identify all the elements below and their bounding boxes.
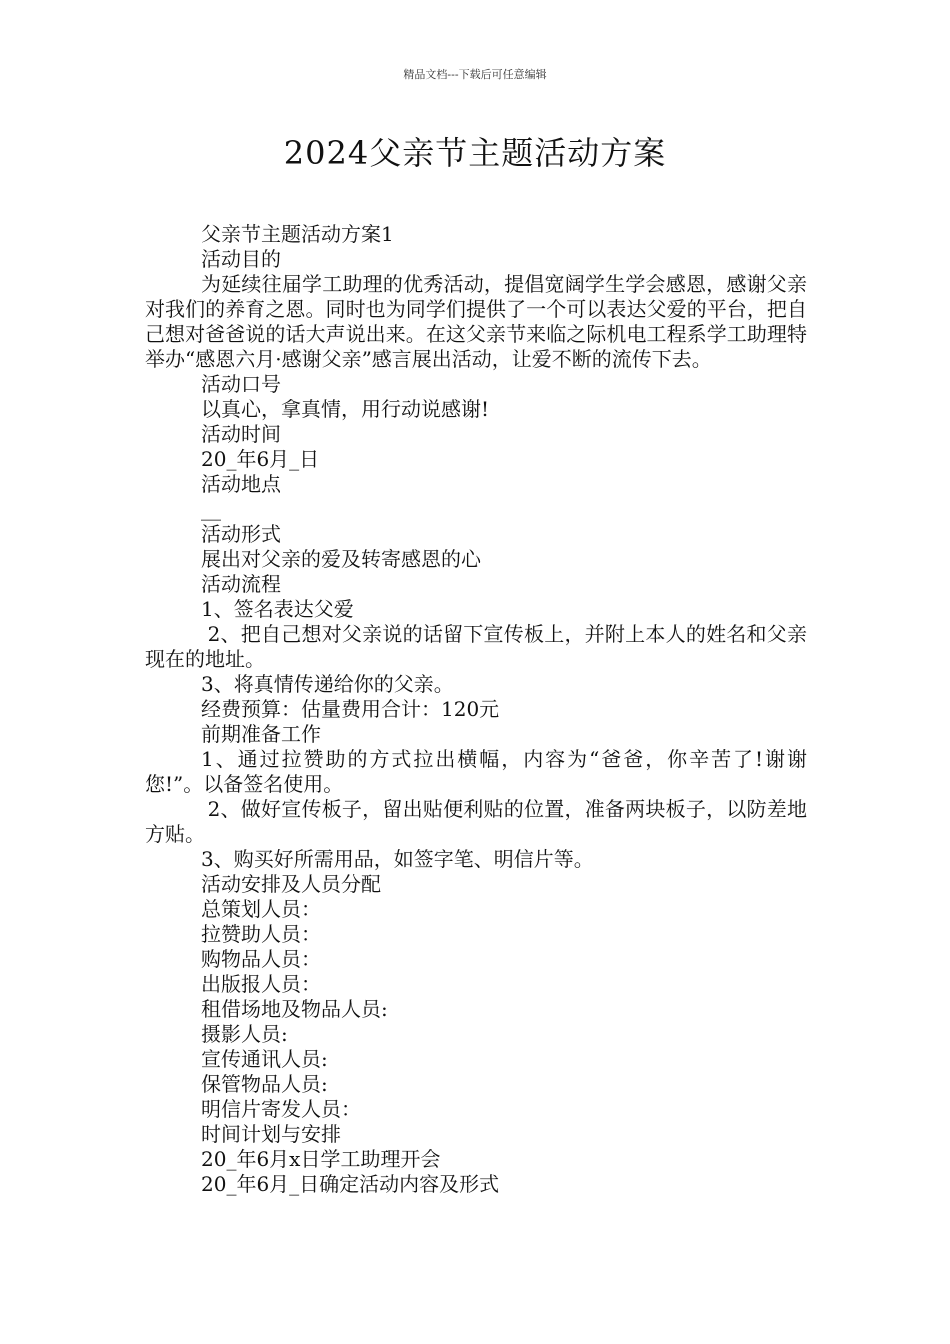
header-note: 精品文档---下载后可任意编辑 (403, 68, 547, 81)
paragraph-schedule-item-1: 20_年6月x日学工助理开会 (201, 1147, 441, 1171)
paragraph-staff-photo: 摄影人员: (201, 1022, 288, 1046)
paragraph-staff-postcard: 明信片寄发人员： (201, 1097, 361, 1121)
paragraph-staff-publicity: 宣传通讯人员: (201, 1047, 328, 1071)
paragraph-staff-sponsor: 拉赞助人员： (201, 922, 321, 946)
paragraph-section-heading: 父亲节主题活动方案1 (201, 222, 394, 246)
paragraph-staff-venue: 租借场地及物品人员: (201, 997, 388, 1021)
paragraph-location-heading: 活动地点 (201, 472, 281, 496)
paragraph-staff-storage: 保管物品人员: (201, 1072, 328, 1096)
paragraph-prep-step-2: 2、做好宣传板子，留出贴便利贴的位置，准备两块板子，以防差地方贴。 (145, 797, 807, 846)
paragraph-purpose-text: 为延续往届学工助理的优秀活动，提倡宽阔学生学会感恩，感谢父亲对我们的养育之恩。同时也为同学们提供了一个可以表达父爱的平台，把自己想对爸爸说的话大声说出来。在这父亲节来临之际机电工程系学工助理特举办“感恩六月·感谢父亲”感言展出活动，让爱不断的流传下去。 (145, 272, 807, 371)
paragraph-prep-step-1: 1、通过拉赞助的方式拉出横幅，内容为“爸爸，你辛苦了!谢谢您!”。以备签名使用。 (145, 747, 807, 796)
paragraph-schedule-heading: 时间计划与安排 (201, 1122, 341, 1146)
paragraph-schedule-item-2: 20_年6月_日确定活动内容及形式 (201, 1172, 500, 1196)
document-title: 2024父亲节主题活动方案 (283, 134, 667, 172)
paragraph-prep-heading: 前期准备工作 (201, 722, 321, 746)
paragraph-time-heading: 活动时间 (201, 422, 281, 446)
paragraph-budget: 经费预算：估量费用合计：120元 (201, 697, 500, 721)
paragraph-process-step-2: 2、把自己想对父亲说的话留下宣传板上，并附上本人的姓名和父亲现在的地址。 (145, 622, 807, 671)
paragraph-staff-purchase: 购物品人员： (201, 947, 321, 971)
paragraph-form-heading: 活动形式 (201, 522, 281, 546)
paragraph-purpose-heading: 活动目的 (201, 247, 281, 271)
paragraph-location-text: __ (201, 497, 221, 521)
paragraph-form-text: 展出对父亲的爱及转寄感恩的心 (201, 547, 481, 571)
paragraph-process-heading: 活动流程 (201, 572, 281, 596)
paragraph-time-text: 20_年6月_日 (201, 447, 320, 471)
paragraph-staff-planner: 总策划人员： (201, 897, 321, 921)
paragraph-process-step-1: 1、签名表达父爱 (201, 597, 354, 621)
paragraph-process-step-3: 3、将真情传递给你的父亲。 (201, 672, 454, 696)
document-body (145, 222, 807, 1197)
paragraph-slogan-heading: 活动口号 (201, 372, 281, 396)
paragraph-staff-heading: 活动安排及人员分配 (201, 872, 381, 896)
paragraph-staff-board: 出版报人员： (201, 972, 321, 996)
paragraph-prep-step-3: 3、购买好所需用品，如签字笔、明信片等。 (201, 847, 594, 871)
paragraph-slogan-text: 以真心，拿真情，用行动说感谢! (201, 397, 490, 421)
